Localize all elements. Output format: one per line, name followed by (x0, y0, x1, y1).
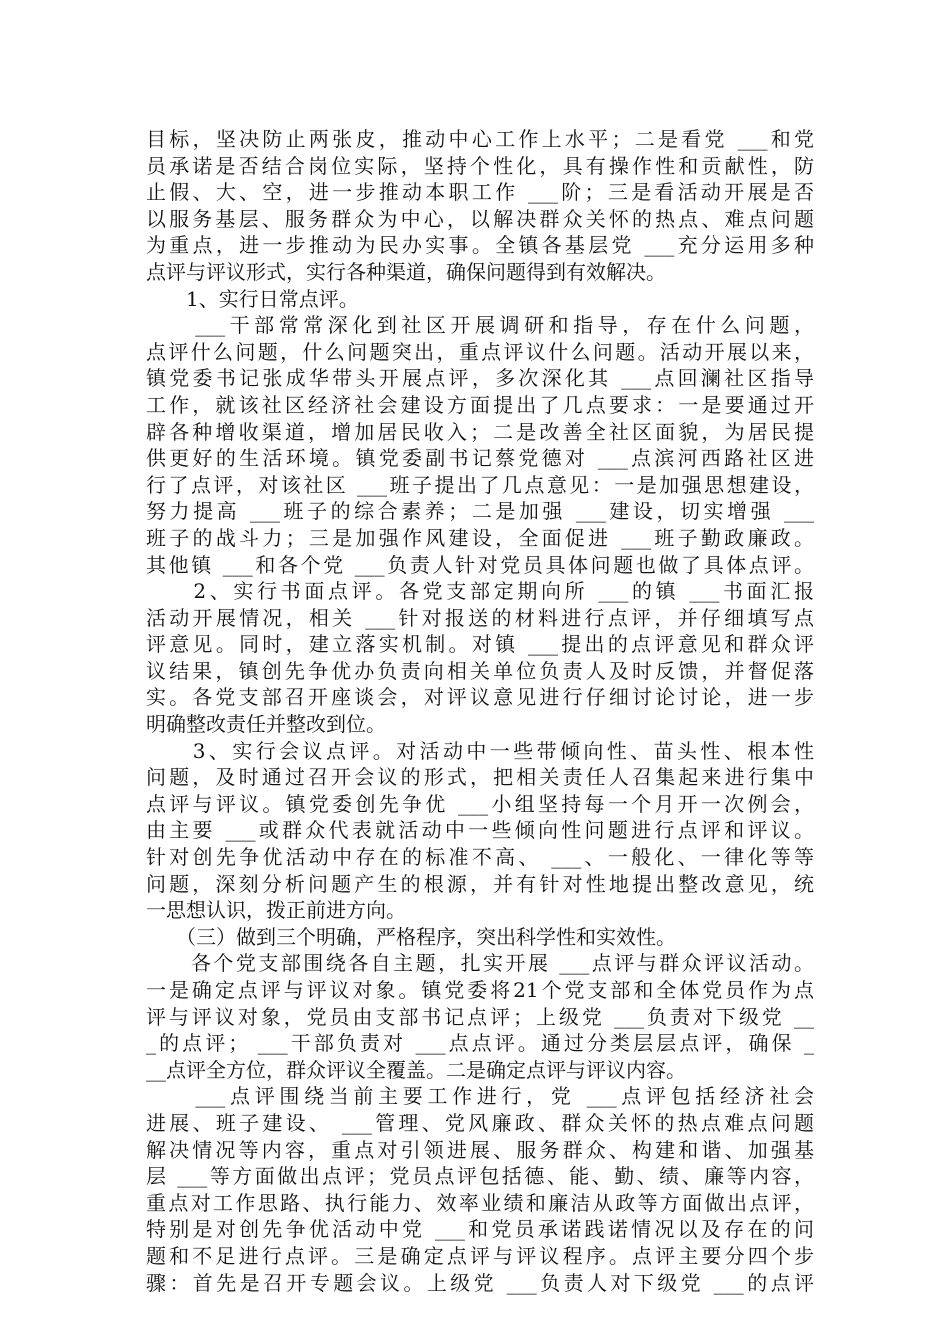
document-body-text (146, 126, 814, 1296)
text-line: 以服务基层、服务群众为中心，以解决群众关怀的热点、难点问题 (146, 206, 814, 231)
text-line: 止假、大、空，进一步推动本职工作 ___阶；三是看活动开展是否 (146, 180, 814, 205)
text-line: 由主要 ___或群众代表就活动中一些倾向性问题进行点评和评议。 (146, 818, 814, 843)
text-line: 工作，就该社区经济社会建设方面提出了几点要求：一是要通过开 (146, 392, 814, 417)
text-line: 明确整改责任并整改到位。 (146, 712, 386, 737)
text-line: 点评与评议形式，实行各种渠道，确保问题得到有效解决。 (146, 259, 666, 284)
text-line: 1、实行日常点评。 (146, 286, 359, 311)
text-line: 班子的战斗力；三是加强作风建设，全面促进 ___班子勤政廉政。 (146, 525, 814, 550)
text-line: 供更好的生活环境。镇党委副书记蔡党德对 ___点滨河西路社区进 (146, 446, 814, 471)
text-line: 问题，及时通过召开会议的形式，把相关责任人召集起来进行集中 (146, 765, 814, 790)
text-line: 层 ___等方面做出点评；党员点评包括德、能、勤、绩、廉等内容， (146, 1164, 814, 1189)
text-line: 评与评议对象，党员由支部书记点评；上级党 ___负责对下级党 __ (146, 1004, 814, 1029)
text-line: 2、实行书面点评。各党支部定期向所 ___的镇 ___书面汇报 (146, 579, 814, 604)
text-line: 重点对工作思路、执行能力、效率业绩和廉洁从政等方面做出点评， (146, 1190, 814, 1215)
text-line: 进展、班子建设、 ___管理、党风廉政、群众关怀的热点难点问题 (146, 1110, 814, 1135)
text-line: ___点评围绕当前主要工作进行，党 ___点评包括经济社会 (146, 1084, 814, 1109)
text-line: 活动开展情况，相关 ___针对报送的材料进行点评，并仔细填写点 (146, 605, 814, 630)
text-line: 点评什么问题，什么问题突出，重点评议什么问题。活动开展以来， (146, 339, 814, 364)
text-line: 点评与评议。镇党委创先争优 ___小组坚持每一个月开一次例会， (146, 791, 814, 816)
text-line: 特别是对创先争优活动中党 ___和党员承诺践诺情况以及存在的问 (146, 1217, 814, 1242)
text-line: 一是确定点评与评议对象。镇党委将21个党支部和全体党员作为点 (146, 978, 814, 1002)
text-line: （三）做到三个明确，严格程序，突出科学性和实效性。 (146, 924, 676, 949)
text-line: 目标，坚决防止两张皮，推动中心工作上水平；二是看党 ___和党 (146, 127, 814, 151)
text-line: 镇党委书记张成华带头开展点评，多次深化其 ___点回澜社区指导 (146, 366, 814, 391)
text-line: 实。各党支部召开座谈会，对评议意见进行仔细讨论讨论，进一步 (146, 685, 814, 710)
text-line: 题和不足进行点评。三是确定点评与评议程序。点评主要分四个步 (146, 1243, 814, 1268)
text-line: 评意见。同时，建立落实机制。对镇 ___提出的点评意见和群众评 (146, 632, 814, 657)
text-line: __点评全方位，群众评议全覆盖。二是确定点评与评议内容。 (146, 1057, 686, 1082)
text-line: 辟各种增收渠道，增加居民收入；二是改善全社区面貌，为居民提 (146, 419, 814, 444)
text-line: 解决情况等内容，重点对引领进展、服务群众、构建和谐、加强基 (146, 1137, 814, 1162)
text-line: 努力提高 ___班子的综合素养；二是加强 ___建设，切实增强 ___ (146, 499, 814, 524)
text-line: 骤：首先是召开专题会议。上级党 ___负责人对下级党 ___的点评 (146, 1270, 814, 1295)
text-line: 员承诺是否结合岗位实际，坚持个性化，具有操作性和贡献性，防 (146, 153, 814, 178)
text-line: ___干部常常深化到社区开展调研和指导，存在什么问题， (146, 313, 814, 338)
text-line: 一思想认识，拨正前进方向。 (146, 898, 406, 923)
text-line: 3、实行会议点评。对活动中一些带倾向性、苗头性、根本性 (146, 738, 814, 763)
text-line: _的点评； ___干部负责对 ___点点评。通过分类层层点评，确保 _ (146, 1031, 814, 1056)
text-line: 针对创先争优活动中存在的标准不高、 ___、一般化、一律化等等 (146, 845, 814, 870)
text-line: 各个党支部围绕各自主题，扎实开展 ___点评与群众评议活动。 (146, 951, 814, 976)
text-line: 为重点，进一步推动为民办实事。全镇各基层党 ___充分运用多种 (146, 233, 814, 258)
text-line: 问题，深刻分析问题产生的根源，并有针对性地提出整改意见，统 (146, 871, 814, 896)
text-line: 行了点评，对该社区 ___班子提出了几点意见：一是加强思想建设， (146, 472, 814, 497)
text-line: 议结果，镇创先争优办负责向相关单位负责人及时反馈，并督促落 (146, 658, 814, 683)
text-line: 其他镇 ___和各个党 ___负责人针对党员具体问题也做了具体点评。 (146, 552, 814, 577)
